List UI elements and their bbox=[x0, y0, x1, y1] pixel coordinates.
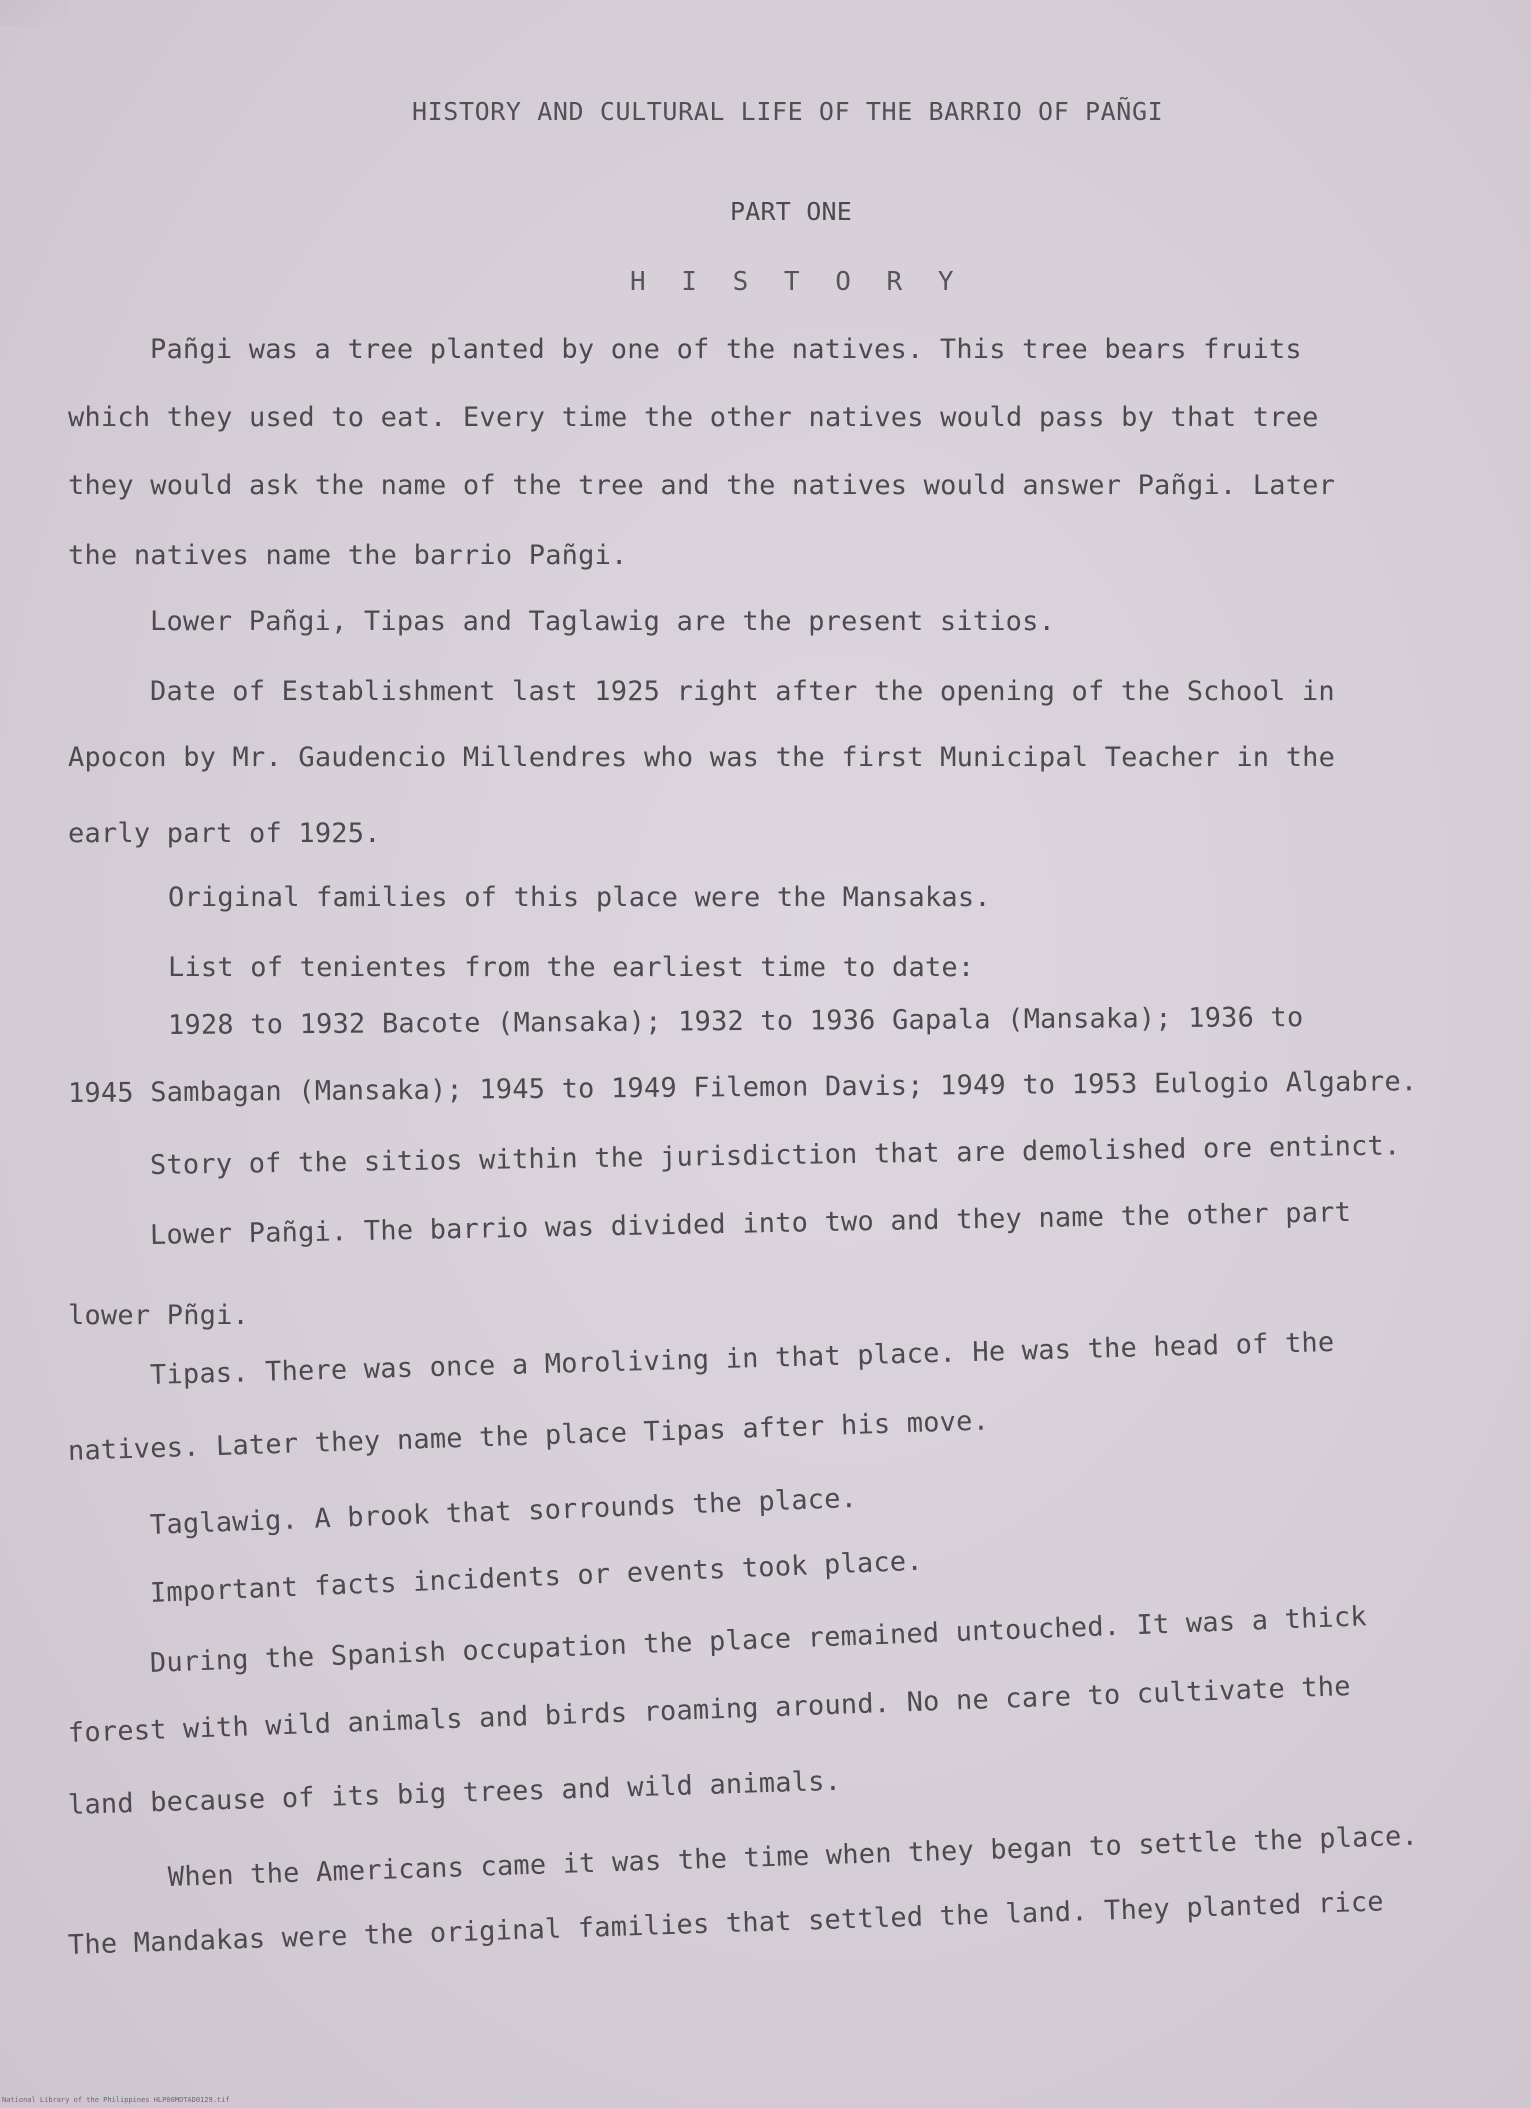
text-line: Tipas. There was once a Moroliving in that place. He was the head of the bbox=[149, 1326, 1335, 1391]
text-line: Taglawig. A brook that sorrounds the place. bbox=[149, 1482, 858, 1541]
scan-corner-shadow bbox=[0, 0, 70, 26]
text-line: land because of its big trees and wild animals. bbox=[67, 1765, 842, 1821]
text-line: Apocon by Mr. Gaudencio Millendres who was the first Municipal Teacher in the bbox=[68, 742, 1336, 773]
text-line: List of tenientes from the earliest time to date: bbox=[168, 952, 975, 983]
document-title: HISTORY AND CULTURAL LIFE OF THE BARRIO OF PAÑGI bbox=[412, 97, 1164, 126]
text-line: early part of 1925. bbox=[68, 818, 381, 849]
text-line: they would ask the name of the tree and the natives would answer Pañgi. Later bbox=[68, 470, 1336, 501]
text-line: the natives name the barrio Pañgi. bbox=[68, 540, 628, 571]
text-line: Story of the sitios within the jurisdiction that are demolished ore entinct. bbox=[149, 1130, 1401, 1181]
part-heading: PART ONE bbox=[730, 197, 853, 226]
text-line: 1928 to 1932 Bacote (Mansaka); 1932 to 1936 Gapala (Mansaka); 1936 to bbox=[167, 1002, 1304, 1041]
text-line: The Mandakas were the original families that settled the land. They planted rice bbox=[67, 1886, 1385, 1961]
text-line: Original families of this place were the Mansakas. bbox=[168, 882, 991, 913]
text-line: Lower Pañgi, Tipas and Taglawig are the present sitios. bbox=[150, 606, 1056, 637]
section-heading: H I S T O R Y bbox=[630, 267, 964, 297]
text-line: Date of Establishment last 1925 right after the opening of the School in bbox=[150, 676, 1335, 707]
text-line: 1945 Sambagan (Mansaka); 1945 to 1949 Filemon Davis; 1949 to 1953 Eulogio Algabre. bbox=[67, 1066, 1418, 1109]
text-line: Pañgi was a tree planted by one of the natives. This tree bears fruits bbox=[150, 334, 1302, 365]
text-line: natives. Later they name the place Tipas after his move. bbox=[67, 1405, 990, 1467]
text-line: forest with wild animals and birds roaming around. No ne care to cultivate the bbox=[67, 1670, 1352, 1749]
text-line: During the Spanish occupation the place remained untouched. It was a thick bbox=[149, 1601, 1368, 1679]
archive-footer: National Library of the Philippines HLP00MOTAD0129.tif bbox=[2, 2096, 230, 2104]
text-line: Lower Pañgi. The barrio was divided into two and they name the other part bbox=[149, 1196, 1352, 1251]
text-line: which they used to eat. Every time the other natives would pass by that tree bbox=[68, 402, 1319, 433]
text-line: lower Pñgi. bbox=[68, 1300, 250, 1331]
text-line: Important facts incidents or events took place. bbox=[149, 1545, 924, 1609]
text-line: When the Americans came it was the time when they began to settle the place. bbox=[167, 1820, 1419, 1893]
